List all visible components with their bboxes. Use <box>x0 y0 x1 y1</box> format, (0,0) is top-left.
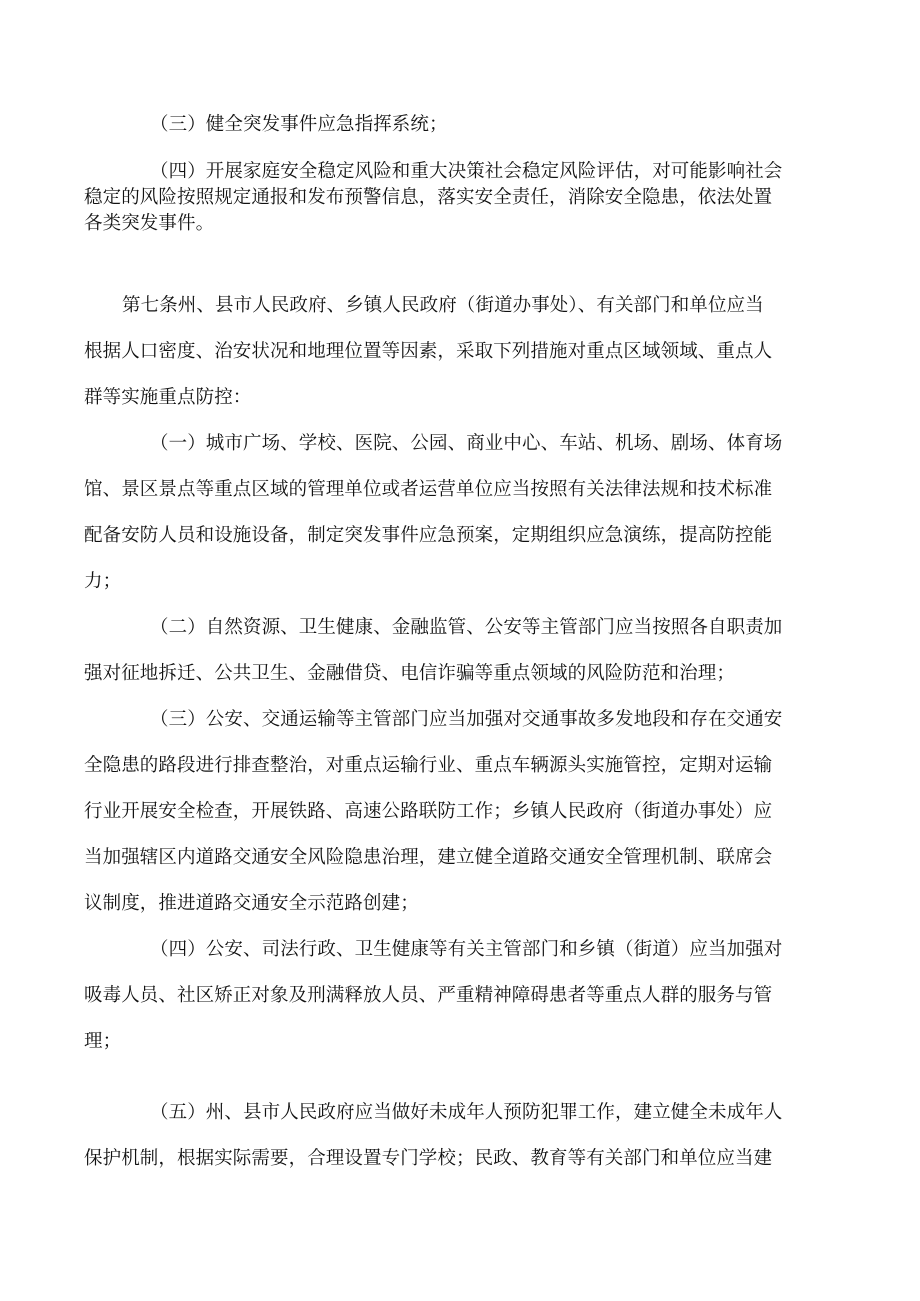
text-line: 第七条州、县市人民政府、乡镇人民政府（街道办事处）、有关部门和单位应当 <box>122 295 764 316</box>
text-line: （四）开展家庭安全稳定风险和重大决策社会稳定风险评估，对可能影响社会 <box>150 161 783 182</box>
text-line: 配备安防人员和设施设备，制定突发事件应急预案，定期组织应急演练，提高防控能 <box>84 525 773 546</box>
text-line: （四）公安、司法行政、卫生健康等有关主管部门和乡镇（街道）应当加强对 <box>150 939 783 960</box>
text-line: 当加强辖区内道路交通安全风险隐患治理，建立健全道路交通安全管理机制、联席会 <box>84 847 773 868</box>
text-line: 根据人口密度、治安状况和地理位置等因素，采取下列措施对重点区域领域、重点人 <box>84 341 773 362</box>
text-line: （三）健全突发事件应急指挥系统； <box>150 114 448 135</box>
text-line: （五）州、县市人民政府应当做好未成年人预防犯罪工作，建立健全未成年人 <box>150 1102 783 1123</box>
text-line: 全隐患的路段进行排查整治，对重点运输行业、重点车辆源头实施管控，定期对运输 <box>84 755 773 776</box>
text-line: 吸毒人员、社区矫正对象及刑满释放人员、严重精神障碍患者等重点人群的服务与管 <box>84 985 773 1006</box>
text-line: （三）公安、交通运输等主管部门应当加强对交通事故多发地段和存在交通安 <box>150 709 783 730</box>
text-line: 强对征地拆迁、公共卫生、金融借贷、电信诈骗等重点领域的风险防范和治理； <box>84 663 736 684</box>
text-line: 馆、景区景点等重点区域的管理单位或者运营单位应当按照有关法律法规和技术标准 <box>84 479 773 500</box>
text-line: 稳定的风险按照规定通报和发布预警信息，落实安全责任，消除安全隐患，依法处置 <box>84 187 773 208</box>
text-line: 保护机制，根据实际需要，合理设置专门学校；民政、教育等有关部门和单位应当建 <box>84 1148 773 1169</box>
text-line: 议制度，推进道路交通安全示范路创建； <box>84 893 419 914</box>
text-line: 各类突发事件。 <box>84 213 215 234</box>
text-line: 力； <box>84 571 122 592</box>
text-line: 群等实施重点防控： <box>84 387 252 408</box>
text-line: 行业开展安全检查，开展铁路、高速公路联防工作；乡镇人民政府（街道办事处）应 <box>84 801 773 822</box>
text-line: 理； <box>84 1031 122 1052</box>
text-line: （二）自然资源、卫生健康、金融监管、公安等主管部门应当按照各自职责加 <box>150 617 783 638</box>
text-line: （一）城市广场、学校、医院、公园、商业中心、车站、机场、剧场、体育场 <box>150 433 783 454</box>
